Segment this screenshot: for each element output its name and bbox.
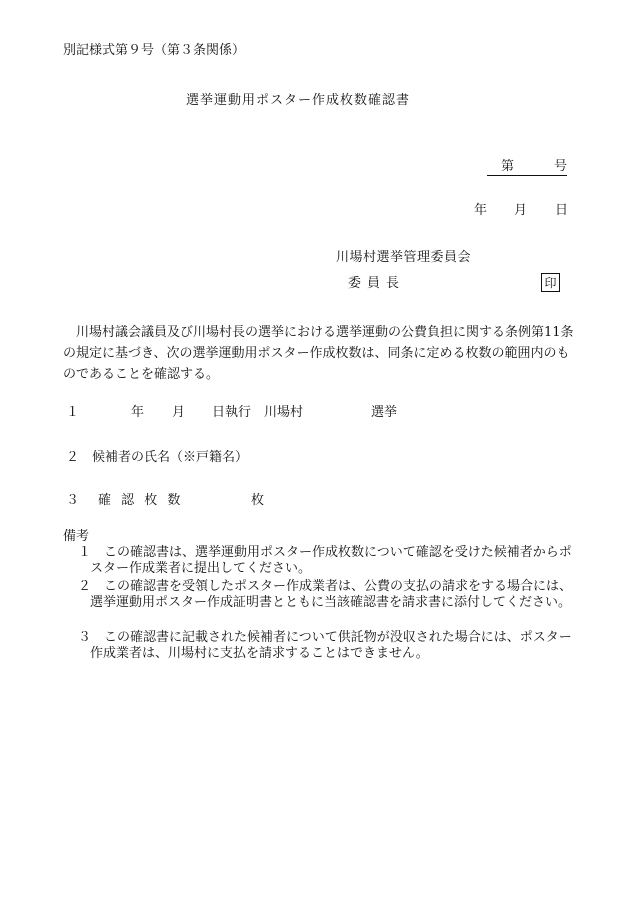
remark-note-text: ２ この確認書を受領したポスター作成業者は、公費の支払の請求をする場合には、選挙運動用ポスター作成証明書とともに当該確認書を請求書に添付してください。	[78, 579, 573, 610]
date-day-label: 日	[555, 203, 569, 218]
number-go-label: 号	[553, 159, 567, 174]
remark-note-text: １ この確認書は、選挙運動用ポスター作成枚数について確認を受けた候補者からポスター作成業者に提出してください。	[78, 545, 572, 576]
item2-candidate-name: ２ 候補者の氏名（※戸籍名）	[66, 450, 249, 465]
item1-month-label: 月	[172, 405, 186, 420]
body-paragraph: 川場村議会議員及び川場村長の選挙における選挙運動の公費負担に関する条例第11条の規定に基づき、次の選挙運動用ポスター作成枚数は、同条に定める枚数の範囲内のものであることを確認する。	[63, 325, 574, 382]
item3-confirmed-count-label: ３ 確 認 枚 数	[66, 493, 184, 508]
document-number-line	[487, 160, 567, 176]
committee-name: 川場村選挙管理委員会	[336, 250, 472, 265]
item1-execution-day: 日執行 川場村	[212, 405, 304, 420]
document-title: 選挙運動用ポスター作成枚数確認書	[186, 93, 411, 108]
chairperson-label: 委員長	[348, 276, 406, 291]
date-year-label: 年	[474, 203, 488, 218]
remark-note	[78, 630, 578, 662]
item1-election-label: 選挙	[371, 405, 398, 420]
date-month-label: 月	[514, 203, 528, 218]
number-dai-label: 第	[501, 159, 515, 174]
remarks-heading: 備考	[63, 529, 90, 544]
item1-year-label: 年	[131, 405, 145, 420]
item3-unit-label: 枚	[251, 493, 265, 508]
seal-box: 印	[541, 273, 560, 292]
form-label: 別記様式第９号（第３条関係）	[63, 43, 246, 58]
remark-note-text: ３ この確認書に記載された候補者について供託物が没収された場合には、ポスター作成業者は、川場村に支払を請求することはできません。	[78, 630, 572, 661]
item1-number: １	[66, 405, 80, 420]
remark-note	[78, 545, 578, 577]
remark-note	[78, 579, 578, 611]
